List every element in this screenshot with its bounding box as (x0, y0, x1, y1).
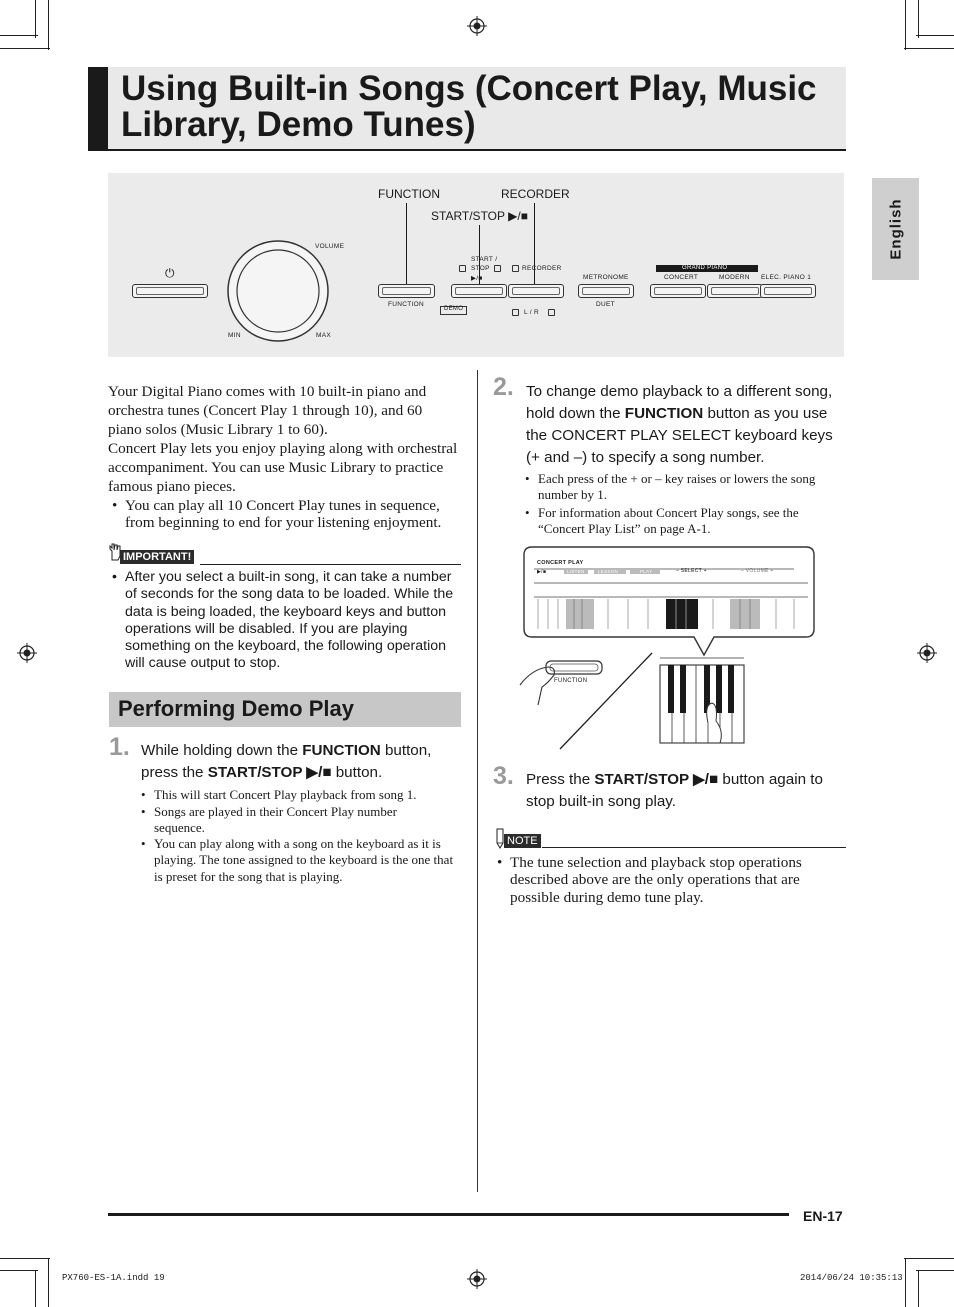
intro-bullet-line-1: You can play all 10 Concert Play tunes in sequence, (125, 497, 440, 514)
step-text: While holding down the (141, 742, 303, 759)
intro-bullet-line-2: from beginning to end for your listening enjoyment. (125, 514, 442, 531)
step-text: button again to stop built-in song play. (526, 771, 823, 810)
bullet-text: This will start Concert Play playback from song 1. (154, 787, 417, 802)
metronome-button[interactable] (578, 284, 634, 298)
duet-label: DUET (596, 301, 615, 308)
important-badge: IMPORTANT! (120, 550, 194, 564)
note-text: The tune selection and playback stop operations described above are the only operations that are possible during demo tune play. (510, 854, 802, 906)
concert-label: CONCERT (664, 274, 699, 281)
registration-mark-icon (467, 1269, 487, 1289)
bullet-dot: • (525, 471, 530, 486)
step-1-text (141, 740, 463, 784)
power-icon: ⏻ (165, 266, 175, 280)
title-bar (88, 67, 846, 151)
lcd-concert-play: CONCERT PLAY (537, 560, 584, 566)
step-bold: START/STOP ▶/■ (207, 764, 332, 781)
bullet-dot: • (141, 787, 146, 802)
volume-min-label: MIN (228, 332, 241, 339)
grand-piano-label: GRAND PIANO (682, 265, 728, 271)
section-header (109, 692, 461, 727)
callout-recorder: RECORDER (501, 187, 570, 201)
recorder-label: RECORDER (522, 265, 562, 272)
indicator-light (512, 265, 519, 272)
crop-mark (35, 1270, 36, 1307)
crop-mark (48, 0, 49, 50)
start-stop-button[interactable] (451, 284, 507, 298)
crop-mark (904, 1258, 954, 1259)
footer-rule (108, 1213, 789, 1216)
column-divider (477, 370, 478, 1192)
control-panel-figure (108, 173, 844, 357)
step-text: Press the (526, 771, 595, 788)
elec-piano-label: ELEC. PIANO 1 (761, 274, 812, 281)
bullet-dot: • (141, 804, 146, 819)
bullet-text: Each press of the + or – key raises or lowers the song number by 1. (538, 471, 816, 503)
lcd-lesson: LESSON (598, 569, 619, 574)
elec-piano-button[interactable] (760, 284, 816, 298)
step-3-text (526, 769, 846, 813)
file-slug: PX760-ES-1A.indd 19 (62, 1273, 165, 1283)
step-text: button. (331, 764, 383, 781)
crop-mark (916, 1270, 954, 1271)
bullet-dot: • (525, 505, 530, 520)
crop-mark (905, 0, 906, 50)
demo-label: DEMO (444, 306, 464, 312)
crop-mark (48, 1258, 49, 1307)
step-number: 2. (493, 373, 514, 401)
step-number: 1. (109, 733, 130, 761)
step-text: button, press the (141, 742, 432, 781)
step-bold: FUNCTION (624, 405, 704, 422)
bullet-dot: • (497, 854, 503, 871)
step-text: To change demo playback to a different song, hold down the (526, 383, 833, 422)
volume-label: VOLUME (315, 243, 345, 250)
volume-knob[interactable] (226, 239, 330, 343)
bullet-text: Songs are played in their Concert Play number sequence. (154, 804, 397, 836)
step-bold: FUNCTION (302, 742, 381, 759)
step-number: 3. (493, 762, 514, 790)
concert-button[interactable] (650, 284, 706, 298)
callout-line (406, 203, 407, 291)
lcd-play: PLAY (640, 569, 653, 574)
note-badge: NOTE (504, 834, 541, 848)
start-label: START / (471, 256, 498, 263)
crop-mark (905, 1258, 906, 1307)
volume-max-label: MAX (316, 332, 331, 339)
language-tab-label: English (887, 198, 904, 260)
callout-start-stop: START/STOP ▶/■ (431, 209, 528, 223)
power-button[interactable] (132, 284, 208, 298)
bullet-dot: • (112, 569, 117, 585)
lcd-keyboard-figure (518, 545, 818, 750)
step-text: button as you use the CONCERT PLAY SELECT keyboard keys (+ and –) to specify a song number. (526, 405, 833, 466)
important-rule (200, 564, 461, 565)
crop-mark (0, 48, 50, 49)
metronome-label: METRONOME (583, 274, 629, 281)
callout-function: FUNCTION (378, 187, 440, 201)
indicator-light (494, 265, 501, 272)
crop-mark (0, 1270, 38, 1271)
date-slug: 2014/06/24 10:35:13 (800, 1273, 903, 1283)
intro-paragraph: Your Digital Piano comes with 10 built-in piano and orchestra tunes (Concert Play 1 through 10), and 60 piano solos (Music Library 1 to 60). (108, 383, 427, 438)
bullet-text: For information about Concert Play songs, see the “Concert Play List” on page A-1. (538, 505, 799, 537)
crop-mark (904, 48, 954, 49)
registration-mark-icon (17, 643, 37, 663)
crop-mark (916, 35, 954, 36)
important-text: After you select a built-in song, it can take a number of seconds for the song data to be loaded. While the data is being loaded, the keyboard keys and button operations will be disabled. If you are playing something on the keyboard, the following operation will cause output to stop. (125, 569, 454, 672)
bullet-dot: • (112, 497, 118, 514)
language-tab (872, 178, 919, 280)
registration-mark-icon (467, 16, 487, 36)
step-bold: START/STOP ▶/■ (594, 771, 719, 788)
bullet-dot: • (141, 836, 146, 851)
modern-label: MODERN (719, 274, 750, 281)
stop-label: STOP (471, 265, 490, 272)
indicator-light (512, 309, 519, 316)
function-button[interactable] (378, 284, 435, 298)
function-label: FUNCTION (388, 301, 424, 308)
callout-line (534, 203, 535, 291)
crop-mark (35, 0, 36, 38)
l-r-label: L / R (524, 309, 539, 316)
bullet-text: You can play along with a song on the keyboard as it is playing. The tone assigned to the keyboard is the one that is preset for the song that is playing. (154, 836, 454, 884)
indicator-light (548, 309, 555, 316)
modern-button[interactable] (707, 284, 763, 298)
page-number: EN-17 (803, 1208, 843, 1224)
intro-paragraph-2: Concert Play lets you enjoy playing along with orchestral accompaniment. You can use Music Library to practice famous piano pieces. (108, 440, 458, 495)
lcd-listen: LISTEN (567, 569, 585, 574)
lcd-function: FUNCTION (554, 678, 588, 684)
stop-symbol: ▶/■ (471, 275, 483, 282)
crop-mark (0, 35, 38, 36)
indicator-light (459, 265, 466, 272)
registration-mark-icon (917, 643, 937, 663)
recorder-button[interactable] (508, 284, 564, 298)
lcd-volume: – VOLUME + (741, 568, 774, 574)
title-accent (88, 67, 108, 149)
crop-mark (918, 0, 919, 38)
step-2-text (526, 381, 846, 469)
lcd-illustration (518, 545, 818, 750)
page-title: Using Built-in Songs (Concert Play, Music Library, Demo Tunes) (121, 69, 817, 144)
crop-mark (0, 1258, 50, 1259)
section-title: Performing Demo Play (118, 696, 354, 721)
lcd-select: – SELECT + (676, 568, 707, 574)
note-rule (542, 847, 846, 848)
lcd-play-symbol: ▶/■ (537, 569, 547, 575)
crop-mark (918, 1270, 919, 1307)
